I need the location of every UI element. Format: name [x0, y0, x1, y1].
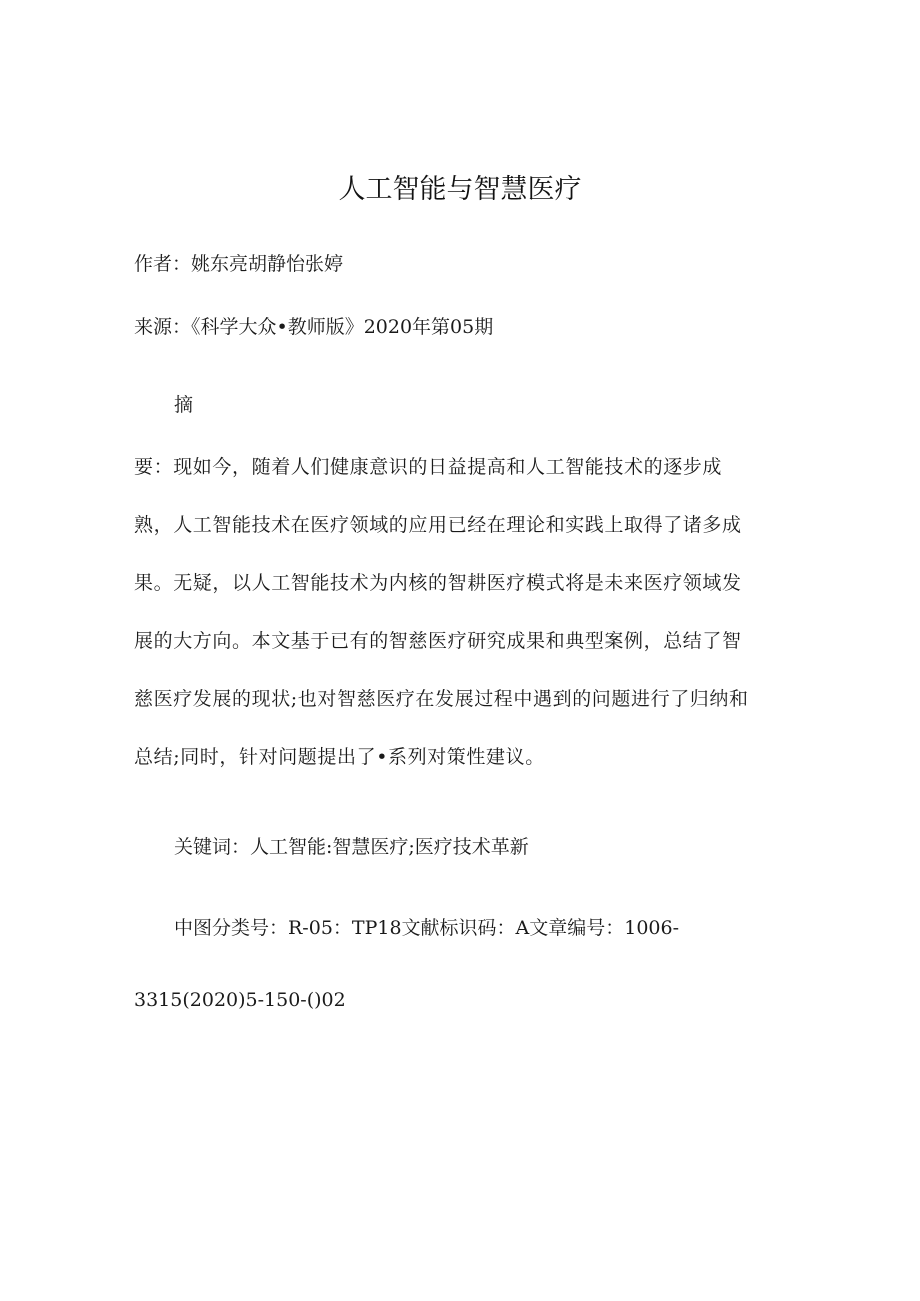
author-line: 作者：姚东亮胡静怡张婷: [134, 253, 344, 275]
classification-line: 中图分类号：R-05：TP18文献标识码：A文章编号：1006-: [174, 917, 680, 939]
abstract-line: 慈医疗发展的现状;也对智慈医疗在发展过程中遇到的问题进行了归纳和: [134, 688, 749, 710]
source-line: 来源：《科学大众•教师版》2020年第05期: [134, 316, 494, 338]
abstract-heading: 摘: [174, 394, 194, 416]
abstract-line: 总结;同时，针对问题提出了•系列对策性建议。: [134, 746, 545, 768]
keywords-line: 关键词：人工智能:智慧医疗;医疗技术革新: [174, 836, 529, 858]
abstract-line: 要：现如今，随着人们健康意识的日益提高和人工智能技术的逐步成: [134, 456, 723, 478]
abstract-line: 展的大方向。本文基于已有的智慈医疗研究成果和典型案例，总结了智: [134, 630, 742, 652]
article-id-line: 3315(2020)5-150-()02: [134, 989, 346, 1011]
abstract-line: 熟，人工智能技术在医疗领域的应用已经在理论和实践上取得了诸多成: [134, 514, 742, 536]
abstract-body: [134, 452, 774, 800]
abstract-line: 果。无疑，以人工智能技术为内核的智耕医疗模式将是未来医疗领域发: [134, 572, 742, 594]
article-title: 人工智能与智慧医疗: [338, 174, 582, 205]
